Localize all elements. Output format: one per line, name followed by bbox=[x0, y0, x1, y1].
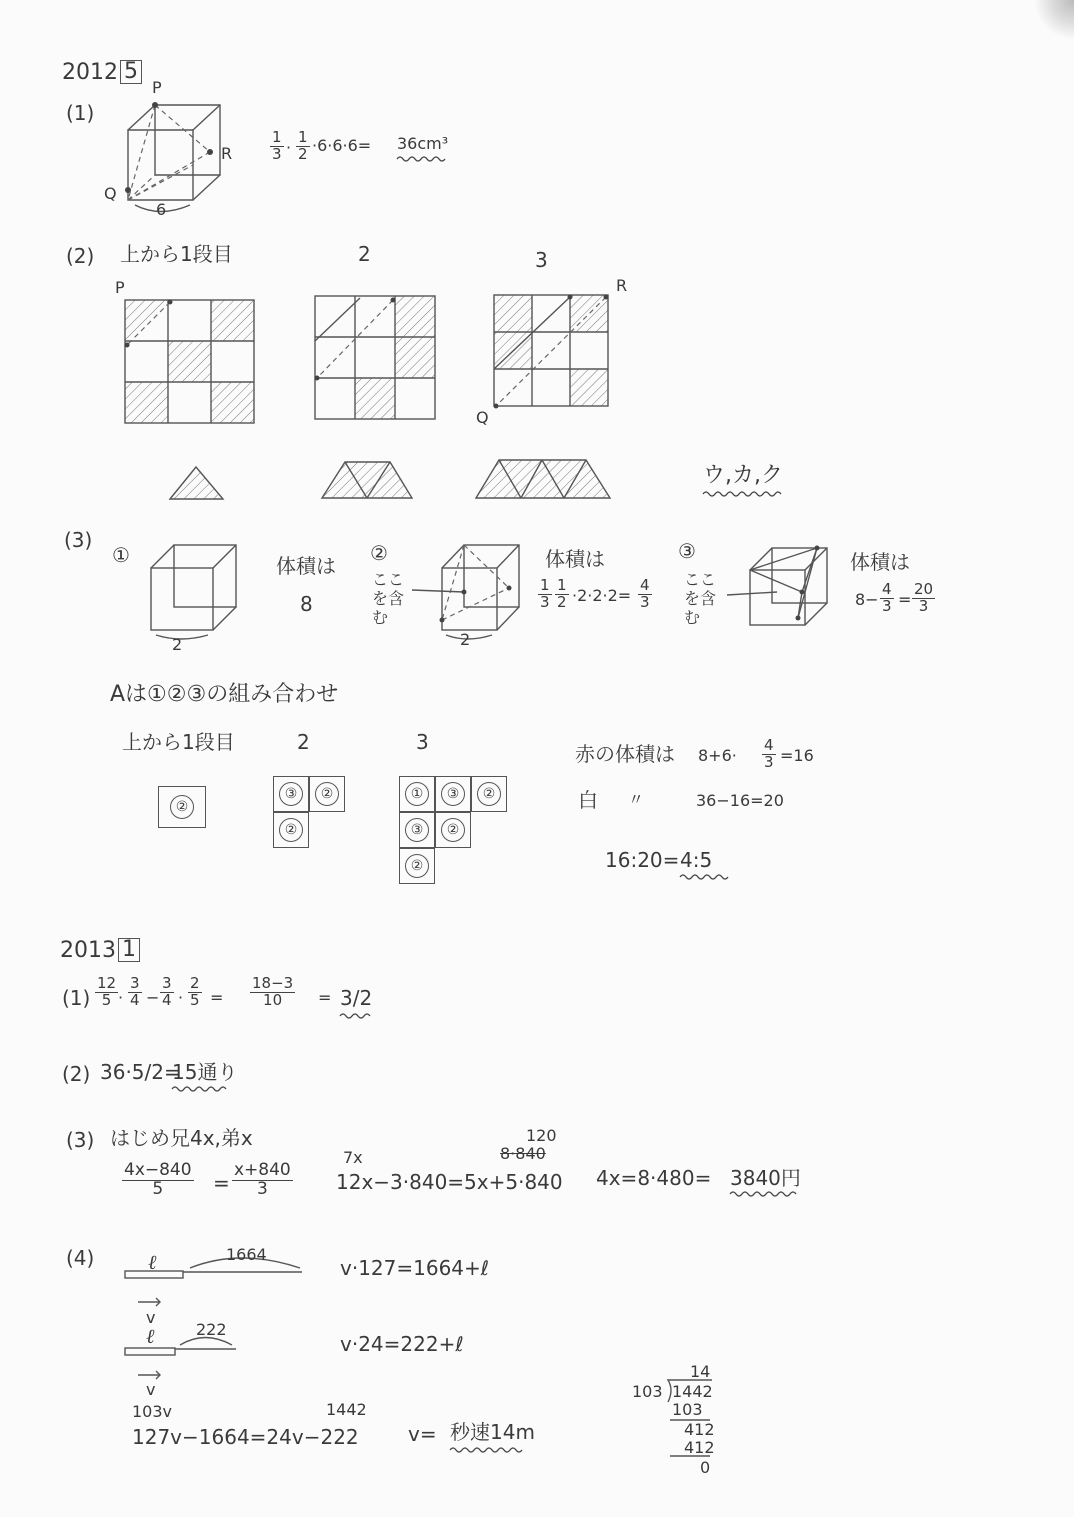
layer-title-3: 3 bbox=[535, 248, 548, 272]
case-2-dimension: 2 bbox=[460, 630, 471, 649]
problem-number-box-2013: 1 bbox=[118, 938, 140, 962]
grid-vertex-r: R bbox=[616, 276, 628, 295]
ratio-answer: 4:5 bbox=[680, 848, 713, 872]
volume-label-3: 体積は bbox=[850, 550, 910, 574]
case-1-dimension: 2 bbox=[172, 635, 183, 654]
bridge-length-1664: 1664 bbox=[226, 1245, 267, 1264]
volume-equation-2: ·2·2·2= bbox=[572, 586, 632, 605]
division-quotient: 14 bbox=[690, 1362, 711, 1381]
fraction-3-4: $\frac{3}{4}$ bbox=[130, 974, 140, 1009]
result-2013-3: 4x=8·480= bbox=[596, 1166, 712, 1190]
answer-2013-1: 3/2 bbox=[340, 986, 373, 1010]
cross-section-3 bbox=[474, 458, 614, 500]
layer-grid-2 bbox=[315, 296, 435, 421]
equation-2013-4c: 127v−1664=24v−222 bbox=[132, 1425, 359, 1449]
train-length-l-1: ℓ bbox=[148, 1250, 157, 1274]
part-label-1: (1) bbox=[66, 101, 95, 125]
case-3-marker: ③ bbox=[678, 539, 696, 563]
fraction-18-3-over-10: $\frac{18-3}{10}$ bbox=[252, 974, 294, 1009]
answer-2: ウ,カ,ク bbox=[703, 463, 783, 488]
grid-vertex-q: Q bbox=[476, 408, 489, 427]
year-2012: 2012 bbox=[62, 60, 118, 85]
combo-layer-title-3: 3 bbox=[416, 730, 429, 754]
eq2-annotation-120: 120 bbox=[526, 1126, 557, 1145]
part-label-2013-3: (3) bbox=[66, 1128, 95, 1152]
combo-layer-title-2: 2 bbox=[297, 730, 310, 754]
grid-vertex-p: P bbox=[115, 278, 125, 297]
division-step-2: 412 bbox=[684, 1438, 715, 1457]
fraction-one-half: $\frac{1}{2}$ bbox=[298, 128, 308, 163]
fraction-12-5: $\frac{12}{5}$ bbox=[97, 974, 117, 1009]
division-remainder-1: 412 bbox=[684, 1420, 715, 1439]
red-volume-result: =16 bbox=[780, 746, 814, 765]
volume-label-2: 体積は bbox=[545, 547, 605, 571]
part-label-2013-2: (2) bbox=[62, 1062, 91, 1086]
answer-2013-2: 15通り bbox=[172, 1060, 238, 1084]
notebook-page: 2012 5 (1) P R Q 6 $\frac{1}{3}$ · $\frac{1}{2}$ ·6·6·6= 36cm³ (2) 上から1段目 2 3 P R Q ウ,カ,ク (3) ① 2 体積は 8 ② ここを含む 2 体積は $\frac{1}{3}$ $\frac{1}{2}$ ·2·2·2= $\frac{4}{3}$ ③ ここを含む 体積は 8− $\frac{4}{3}$ = $\frac{20}{3}$ Aは①②③の組み合わせ 上から1段目 2 3 ② ③ ② ② ① ③ ② ③ ② ② 赤の体積は 8+6· $\frac{4}{3}$ =16 白 〃 36−16=20 16:20= 4:5 2013 1 (1) $\frac{12}{5}$ · $\frac{3}{4}$ − $\frac{3}{4}$ · $\frac{2}{5}$ = $\frac{18-3}{10}$ = 3/2 (2) 36·5/2= 15通り (3) はじめ兄4x,弟x $\frac{4x-840}{5}$ = $\frac{x+840}{3}$ 7x 120 8·840 12x−3·840=5x+5·840 4x=8·480= 3840円 (4) ℓ 1664 v ℓ 222 v v·127=1664+ℓ v·24=222+ℓ 103v 1442 127v−1664=24v−222 v= 秒速14m 14 103 1442 103 412 412 0 bbox=[0, 0, 1074, 1517]
layer-grid-1 bbox=[125, 300, 255, 425]
answer-2013-4: 秒速14m bbox=[450, 1420, 535, 1444]
equation-2013-2: 36·5/2= bbox=[100, 1060, 181, 1084]
answer-1: 36cm³ bbox=[397, 134, 449, 153]
fraction-eq1-left: $\frac{4x-840}{5}$ bbox=[124, 1160, 192, 1199]
answer-underline-2013-2 bbox=[172, 1085, 228, 1093]
equation-2013-4b: v·24=222+ℓ bbox=[340, 1332, 464, 1356]
fraction-four-thirds-3: $\frac{4}{3}$ bbox=[882, 580, 892, 615]
page-corner-shadow bbox=[1034, 0, 1074, 40]
fraction-2-5: $\frac{2}{5}$ bbox=[190, 974, 200, 1009]
ratio-equation: 16:20= bbox=[605, 848, 680, 872]
train-length-l-2: ℓ bbox=[146, 1324, 155, 1348]
part-label-2013-1: (1) bbox=[62, 986, 91, 1010]
division-remainder-2: 0 bbox=[700, 1458, 711, 1477]
white-volume-equation: 36−16=20 bbox=[696, 791, 784, 810]
cube-diagram-case-3 bbox=[722, 540, 832, 630]
red-volume-equation: 8+6· bbox=[698, 746, 737, 765]
cube-diagram-case-1 bbox=[146, 540, 241, 640]
part-label-3: (3) bbox=[64, 528, 93, 552]
vertex-label-r: R bbox=[221, 144, 233, 163]
tunnel-length-222: 222 bbox=[196, 1320, 227, 1339]
case-1-marker: ① bbox=[112, 543, 130, 567]
eq3-annotation-1442: 1442 bbox=[326, 1400, 367, 1419]
velocity-v-1: v bbox=[146, 1308, 156, 1327]
cube-diagram-1 bbox=[110, 90, 233, 220]
year-2013: 2013 bbox=[60, 938, 116, 963]
equation-2013-3b: 12x−3·840=5x+5·840 bbox=[336, 1170, 563, 1194]
division-step-1: 103 bbox=[672, 1400, 703, 1419]
part-label-2: (2) bbox=[66, 244, 95, 268]
answer-underline-1 bbox=[397, 155, 447, 163]
fraction-3-4-b: $\frac{3}{4}$ bbox=[162, 974, 172, 1009]
volume-value-1: 8 bbox=[300, 592, 313, 616]
division-divisor: 103 bbox=[632, 1382, 663, 1401]
fraction-four-thirds: $\frac{4}{3}$ bbox=[640, 576, 650, 611]
ratio-underline bbox=[680, 873, 728, 881]
eq3-annotation-103v: 103v bbox=[132, 1402, 173, 1421]
dot-operator: · bbox=[286, 138, 292, 157]
cube-diagram-case-2 bbox=[412, 540, 522, 640]
cross-section-2 bbox=[320, 460, 415, 500]
answer-underline-2013-4 bbox=[450, 1446, 522, 1454]
red-volume-label: 赤の体積は bbox=[575, 742, 675, 766]
answer-prefix-2013-4: v= bbox=[408, 1422, 437, 1446]
case-2-marker: ② bbox=[370, 541, 388, 565]
answer-underline-2 bbox=[703, 490, 785, 498]
answer-underline-2013-3 bbox=[730, 1190, 800, 1198]
fraction-one-third-2: $\frac{1}{3}$ bbox=[540, 576, 550, 611]
volume-equation-3: 8− bbox=[855, 590, 879, 609]
setup-2013-3: はじめ兄4x,弟x bbox=[110, 1126, 253, 1150]
layer-title-2: 2 bbox=[358, 242, 371, 266]
eq2-annotation-7x: 7x bbox=[343, 1148, 363, 1167]
part-label-2013-4: (4) bbox=[66, 1246, 95, 1270]
vertex-label-p: P bbox=[152, 78, 162, 97]
fraction-eq1-right: $\frac{x+840}{3}$ bbox=[234, 1160, 291, 1199]
answer-underline-2013-1 bbox=[340, 1012, 374, 1020]
combo-layer-title-1: 上から1段目 bbox=[122, 730, 235, 754]
include-note-2: ここを含む bbox=[372, 570, 405, 628]
fraction-twenty-thirds: $\frac{20}{3}$ bbox=[914, 580, 934, 615]
vertex-label-q: Q bbox=[104, 184, 117, 203]
layer-title-1: 上から1段目 bbox=[120, 242, 233, 266]
include-note-3: ここを含む bbox=[684, 570, 717, 628]
equation-1-middle: ·6·6·6= bbox=[312, 136, 372, 155]
combination-note: Aは①②③の組み合わせ bbox=[110, 682, 339, 707]
problem-number-box: 5 bbox=[120, 60, 142, 84]
velocity-v-2: v bbox=[146, 1380, 156, 1399]
layer-grid-3 bbox=[494, 295, 614, 410]
division-dividend: 1442 bbox=[672, 1382, 713, 1401]
fraction-one-half-2: $\frac{1}{2}$ bbox=[557, 576, 567, 611]
volume-label-1: 体積は bbox=[276, 554, 336, 578]
ditto-mark: 〃 bbox=[628, 790, 645, 809]
fraction-one-third: $\frac{1}{3}$ bbox=[272, 128, 282, 163]
equation-2013-4a: v·127=1664+ℓ bbox=[340, 1256, 490, 1280]
answer-2013-3: 3840円 bbox=[730, 1166, 801, 1190]
edge-length-6: 6 bbox=[156, 200, 167, 219]
fraction-red: $\frac{4}{3}$ bbox=[764, 736, 774, 771]
cross-section-1 bbox=[168, 465, 228, 501]
white-volume-label: 白 bbox=[578, 788, 598, 812]
eq2-annotation-8-840: 8·840 bbox=[500, 1144, 546, 1163]
